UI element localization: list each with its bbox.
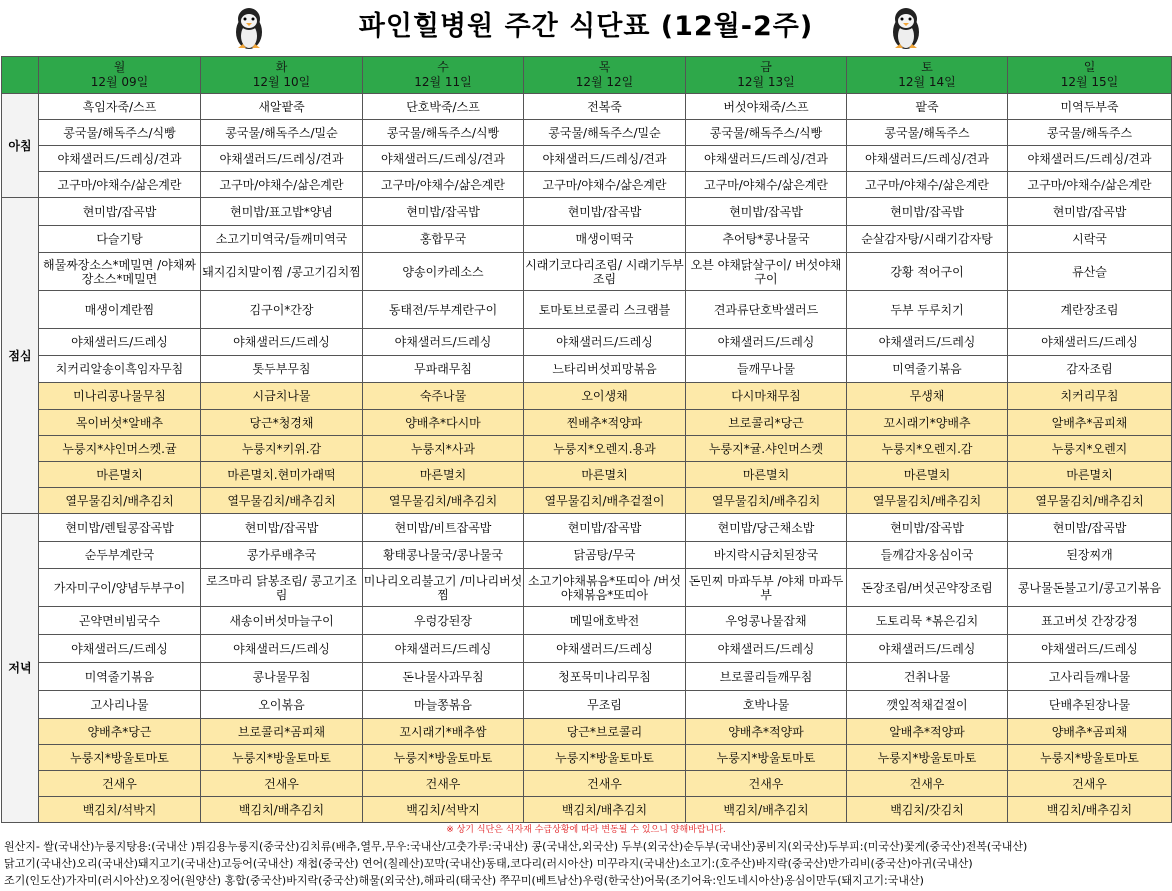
- menu-item: 마른멸치: [686, 462, 847, 488]
- day-header: [39, 57, 201, 94]
- menu-item: 누룽지*방울토마토: [363, 745, 524, 771]
- menu-item: 야채샐러드/드레싱: [524, 329, 686, 356]
- menu-item: 황태콩나물국/콩나물국: [363, 542, 524, 569]
- day-name: 금: [760, 60, 772, 74]
- menu-item: 야채샐러드/드레싱: [363, 329, 524, 356]
- menu-row: [2, 745, 1172, 771]
- menu-item: 양배추*적양파: [686, 719, 847, 745]
- menu-item: 야채샐러드/드레싱: [847, 635, 1008, 663]
- menu-item: 콩국물/해독주스/밀순: [201, 120, 363, 146]
- day-header: [363, 57, 524, 94]
- menu-item: 누룽지*방울토마토: [847, 745, 1008, 771]
- day-name: 수: [437, 60, 449, 74]
- menu-item: 새송이버섯마늘구이: [201, 607, 363, 635]
- menu-item: 야채샐러드/드레싱/견과: [39, 146, 201, 172]
- menu-item: 누룽지*귤.샤인머스켓: [686, 436, 847, 462]
- menu-item: 바지락시금치된장국: [686, 542, 847, 569]
- day-date: 12월 14일: [898, 75, 956, 89]
- menu-item: 깻잎적채겉절이: [847, 691, 1008, 719]
- menu-item: 호박나물: [686, 691, 847, 719]
- menu-item: 느타리버섯피망볶음: [524, 356, 686, 383]
- menu-item: 미역줄기볶음: [39, 663, 201, 691]
- menu-item: 청포묵미나리무침: [524, 663, 686, 691]
- notice-text: ※ 상기 식단은 식자재 수급상황에 따라 변동될 수 있으니 양해바랍니다.: [446, 825, 726, 835]
- penguin-icon: [885, 5, 927, 51]
- menu-item: 표고버섯 간장강정: [1008, 607, 1172, 635]
- menu-item: 열무물김치/배추김치: [201, 488, 363, 514]
- day-name: 목: [598, 60, 611, 74]
- menu-item: 오이볶음: [201, 691, 363, 719]
- menu-item: 매생이계란찜: [39, 291, 201, 329]
- menu-item: 양배추*당근: [39, 719, 201, 745]
- menu-item: 건취나물: [847, 663, 1008, 691]
- menu-item: 누룽지*오렌지.감: [847, 436, 1008, 462]
- menu-item: 소고기야채볶음*또띠아 /버섯야채볶음*또띠아: [524, 569, 686, 607]
- menu-item: 된장찌개: [1008, 542, 1172, 569]
- menu-item: 현미밥/잡곡밥: [201, 514, 363, 542]
- menu-item: 백김치/배추김치: [1008, 797, 1172, 823]
- menu-item: 고구마/야채수/삶은계란: [847, 172, 1008, 198]
- menu-item: 고구마/야채수/삶은계란: [363, 172, 524, 198]
- header-corner: [2, 57, 39, 94]
- day-date: 12월 13일: [737, 75, 795, 89]
- menu-row: [2, 291, 1172, 329]
- menu-item: 동태전/두부계란구이: [363, 291, 524, 329]
- menu-row: [2, 356, 1172, 383]
- menu-item: 시락국: [1008, 226, 1172, 253]
- menu-item: 콩국물/해독주스/식빵: [39, 120, 201, 146]
- menu-item: 야채샐러드/드레싱: [847, 329, 1008, 356]
- menu-item: 야채샐러드/드레싱: [201, 329, 363, 356]
- menu-item: 야채샐러드/드레싱/견과: [1008, 146, 1172, 172]
- menu-item: 마른멸치: [39, 462, 201, 488]
- menu-item: 건새우: [363, 771, 524, 797]
- menu-item: 야채샐러드/드레싱: [1008, 635, 1172, 663]
- menu-row: [2, 462, 1172, 488]
- menu-item: 누룽지*오렌지: [1008, 436, 1172, 462]
- day-header: [524, 57, 686, 94]
- menu-item: 현미밥/비트잡곡밥: [363, 514, 524, 542]
- menu-item: 돈나물사과무침: [363, 663, 524, 691]
- menu-item: 고구마/야채수/삶은계란: [201, 172, 363, 198]
- meal-label-lunch: 점심: [2, 198, 39, 514]
- menu-row: [2, 410, 1172, 436]
- meal-label-breakfast: 아침: [2, 94, 39, 198]
- menu-item: 미나리오리불고기 /미나리버섯찜: [363, 569, 524, 607]
- menu-item: 로즈마리 닭봉조림/ 콩고기조림: [201, 569, 363, 607]
- menu-item: 누룽지*샤인머스켓.귤: [39, 436, 201, 462]
- menu-item: 들깨감자옹심이국: [847, 542, 1008, 569]
- menu-item: 고사리나물: [39, 691, 201, 719]
- menu-item: 무생채: [847, 383, 1008, 410]
- day-name: 월: [113, 60, 126, 74]
- menu-item: 콩나물무침: [201, 663, 363, 691]
- day-date: 12월 11일: [414, 75, 472, 89]
- menu-item: 고구마/야채수/삶은계란: [1008, 172, 1172, 198]
- menu-item: 양배추*곰피채: [1008, 719, 1172, 745]
- menu-row: [2, 436, 1172, 462]
- menu-item: 야채샐러드/드레싱/견과: [201, 146, 363, 172]
- menu-item: 현미밥/잡곡밥: [1008, 514, 1172, 542]
- menu-item: 누룽지*방울토마토: [1008, 745, 1172, 771]
- origin-line: 닭고기(국내산)오리(국내산)돼지고기(국내산)고등어(국내산) 재첩(중국산) 연어(칠레산)꼬막(국내산)동태,코다리(러시아산) 미꾸라지(국내산)소고기:(호주산)바지락(중국산)반가리비(중국산)아귀(국내산): [4, 857, 973, 870]
- menu-item: 돈장조림/버섯곤약장조림: [847, 569, 1008, 607]
- page-title: 파인힐병원 주간 식단표 (12월-2주): [358, 11, 814, 42]
- menu-row: [2, 514, 1172, 542]
- menu-item: 메밀애호박전: [524, 607, 686, 635]
- menu-item: 누룽지*방울토마토: [686, 745, 847, 771]
- menu-item: 콩국물/해독주스: [847, 120, 1008, 146]
- menu-row: [2, 120, 1172, 146]
- day-name: 일: [1083, 60, 1096, 74]
- menu-item: 고구마/야채수/삶은계란: [524, 172, 686, 198]
- menu-item: 야채샐러드/드레싱: [363, 635, 524, 663]
- menu-item: 도토리묵 *볶은김치: [847, 607, 1008, 635]
- menu-item: 콩국물/해독주스/식빵: [363, 120, 524, 146]
- menu-item: 열무물김치/배추겉절이: [524, 488, 686, 514]
- menu-item: 들깨무나물: [686, 356, 847, 383]
- menu-item: 백김치/갓김치: [847, 797, 1008, 823]
- menu-item: 목이버섯*알배추: [39, 410, 201, 436]
- menu-item: 누룽지*방울토마토: [39, 745, 201, 771]
- menu-item: 오이생채: [524, 383, 686, 410]
- menu-item: 류산슬: [1008, 253, 1172, 291]
- menu-row: [2, 569, 1172, 607]
- menu-item: 열무물김치/배추김치: [39, 488, 201, 514]
- menu-item: 브로콜리*당근: [686, 410, 847, 436]
- menu-item: 건새우: [201, 771, 363, 797]
- menu-item: 흑임자죽/스프: [39, 94, 201, 120]
- menu-item: 톳두부무침: [201, 356, 363, 383]
- menu-item: 누룽지*사과: [363, 436, 524, 462]
- menu-item: 치커리무침: [1008, 383, 1172, 410]
- menu-row: [2, 635, 1172, 663]
- menu-item: 콩국물/해독주스/밀순: [524, 120, 686, 146]
- menu-item: 마른멸치: [363, 462, 524, 488]
- menu-item: 야채샐러드/드레싱: [39, 635, 201, 663]
- menu-item: 현미밥/표고밥*양념: [201, 198, 363, 226]
- menu-item: 열무물김치/배추김치: [847, 488, 1008, 514]
- menu-row: [2, 226, 1172, 253]
- menu-item: 마늘쫑볶음: [363, 691, 524, 719]
- menu-item: 새알팥죽: [201, 94, 363, 120]
- day-header: [201, 57, 363, 94]
- menu-item: 고구마/야채수/삶은계란: [39, 172, 201, 198]
- menu-item: 순살감자탕/시래기감자탕: [847, 226, 1008, 253]
- menu-item: 시금치나물: [201, 383, 363, 410]
- menu-item: 단배추된장나물: [1008, 691, 1172, 719]
- menu-item: 알배추*적양파: [847, 719, 1008, 745]
- menu-item: 당근*브로콜리: [524, 719, 686, 745]
- menu-item: 콩가루배추국: [201, 542, 363, 569]
- menu-item: 누룽지*키위.감: [201, 436, 363, 462]
- menu-item: 김구이*간장: [201, 291, 363, 329]
- menu-item: 두부 두루치기: [847, 291, 1008, 329]
- menu-item: 백김치/석박지: [363, 797, 524, 823]
- menu-item: 백김치/배추김치: [201, 797, 363, 823]
- menu-item: 미나리콩나물무침: [39, 383, 201, 410]
- menu-row: [2, 691, 1172, 719]
- origin-line: 조기(인도산)가자미(러시아산)오징어(원양산) 홍합(중국산)바지락(중국산)해물(외국산),해파리(태국산) 쭈꾸미(베트남산)우렁(한국산)어묵(조기어육:인도네시아산)옹심이만두(돼지고기:국내산): [4, 874, 924, 887]
- menu-item: 오븐 야채닭살구이/ 버섯야채구이: [686, 253, 847, 291]
- menu-row: [2, 172, 1172, 198]
- menu-item: 마른멸치.현미가래떡: [201, 462, 363, 488]
- menu-item: 콩국물/해독주스: [1008, 120, 1172, 146]
- menu-item: 현미밥/잡곡밥: [524, 198, 686, 226]
- menu-item: 야채샐러드/드레싱: [686, 635, 847, 663]
- menu-item: 양배추*다시마: [363, 410, 524, 436]
- menu-item: 백김치/석박지: [39, 797, 201, 823]
- menu-item: 열무물김치/배추김치: [363, 488, 524, 514]
- menu-item: 돼지김치말이찜 /콩고기김치찜: [201, 253, 363, 291]
- menu-row: [2, 146, 1172, 172]
- menu-item: 현미밥/잡곡밥: [363, 198, 524, 226]
- meal-label-dinner: 저녁: [2, 514, 39, 823]
- menu-item: 현미밥/잡곡밥: [847, 198, 1008, 226]
- menu-item: 콩국물/해독주스/식빵: [686, 120, 847, 146]
- menu-item: 토마토브로콜리 스크램블: [524, 291, 686, 329]
- menu-item: 콩나물돈불고기/콩고기볶음: [1008, 569, 1172, 607]
- day-date: 12월 10일: [252, 75, 311, 89]
- menu-item: 현미밥/잡곡밥: [524, 514, 686, 542]
- menu-item: 현미밥/잡곡밥: [1008, 198, 1172, 226]
- menu-item: 가자미구이/양념두부구이: [39, 569, 201, 607]
- menu-item: 야채샐러드/드레싱/견과: [363, 146, 524, 172]
- menu-item: 건새우: [39, 771, 201, 797]
- day-date: 12월 15일: [1060, 75, 1119, 89]
- menu-item: 미역두부죽: [1008, 94, 1172, 120]
- menu-item: 견과류단호박샐러드: [686, 291, 847, 329]
- menu-row: [2, 771, 1172, 797]
- menu-item: 건새우: [847, 771, 1008, 797]
- menu-item: 돈민찌 마파두부 /야채 마파두부: [686, 569, 847, 607]
- menu-item: 알배추*곰피채: [1008, 410, 1172, 436]
- menu-row: [2, 797, 1172, 823]
- menu-item: 버섯야채죽/스프: [686, 94, 847, 120]
- menu-item: 꼬시래기*양배추: [847, 410, 1008, 436]
- menu-row: [2, 488, 1172, 514]
- menu-item: 브로콜리*곰피채: [201, 719, 363, 745]
- menu-item: 고사리들깨나물: [1008, 663, 1172, 691]
- menu-item: 브로콜리들깨무침: [686, 663, 847, 691]
- menu-item: 마른멸치: [524, 462, 686, 488]
- menu-row: [2, 383, 1172, 410]
- day-name: 화: [275, 60, 288, 74]
- day-date: 12월 12일: [575, 75, 634, 89]
- menu-item: 단호박죽/스프: [363, 94, 524, 120]
- menu-item: 꼬시래기*배추쌈: [363, 719, 524, 745]
- menu-item: 현미밥/렌틸콩잡곡밥: [39, 514, 201, 542]
- menu-item: 순두부계란국: [39, 542, 201, 569]
- menu-item: 팥죽: [847, 94, 1008, 120]
- menu-row: [2, 198, 1172, 226]
- menu-item: 숙주나물: [363, 383, 524, 410]
- menu-item: 양송이카레소스: [363, 253, 524, 291]
- menu-item: 감자조림: [1008, 356, 1172, 383]
- menu-item: 야채샐러드/드레싱: [39, 329, 201, 356]
- menu-item: 전복죽: [524, 94, 686, 120]
- menu-item: 열무물김치/배추김치: [1008, 488, 1172, 514]
- menu-item: 누룽지*방울토마토: [524, 745, 686, 771]
- menu-item: 현미밥/잡곡밥: [686, 198, 847, 226]
- day-header: [686, 57, 847, 94]
- menu-item: 열무물김치/배추김치: [686, 488, 847, 514]
- menu-item: 다시마채무침: [686, 383, 847, 410]
- menu-row: [2, 94, 1172, 120]
- origin-line: 원산지- 쌀(국내산)누룽지탕용:(국내산 )튀김용누룽지(중국산)김치류(배추,열무,무우:국내산/고춧가루:국내산) 콩(국내산,외국산) 두부(외국산)순두부(국내산)콩비지(외국산)두부피:(미국산)꽃게(중국산)전복(국내산): [4, 840, 1028, 853]
- menu-row: [2, 663, 1172, 691]
- menu-item: 건새우: [686, 771, 847, 797]
- menu-item: 미역줄기볶음: [847, 356, 1008, 383]
- menu-item: 누룽지*오렌지.용과: [524, 436, 686, 462]
- menu-row: [2, 719, 1172, 745]
- menu-item: 현미밥/당근채소밥: [686, 514, 847, 542]
- menu-item: 곤약면비빔국수: [39, 607, 201, 635]
- menu-row: [2, 329, 1172, 356]
- menu-item: 백김치/배추김치: [524, 797, 686, 823]
- day-date: 12월 09일: [90, 75, 149, 89]
- menu-item: 강황 적어구이: [847, 253, 1008, 291]
- menu-item: 야채샐러드/드레싱: [1008, 329, 1172, 356]
- menu-item: 무조림: [524, 691, 686, 719]
- menu-item: 시래기코다리조림/ 시래기두부조림: [524, 253, 686, 291]
- menu-item: 계란장조림: [1008, 291, 1172, 329]
- menu-item: 닭곰탕/무국: [524, 542, 686, 569]
- menu-item: 우렁강된장: [363, 607, 524, 635]
- menu-item: 누룽지*방울토마토: [201, 745, 363, 771]
- menu-item: 야채샐러드/드레싱: [524, 635, 686, 663]
- menu-item: 추어탕*콩나물국: [686, 226, 847, 253]
- header-row: [2, 57, 1172, 94]
- menu-item: 현미밥/잡곡밥: [847, 514, 1008, 542]
- menu-item: 야채샐러드/드레싱: [686, 329, 847, 356]
- menu-item: 현미밥/잡곡밥: [39, 198, 201, 226]
- menu-row: [2, 253, 1172, 291]
- menu-item: 홍합무국: [363, 226, 524, 253]
- menu-item: 백김치/배추김치: [686, 797, 847, 823]
- menu-row: [2, 542, 1172, 569]
- menu-item: 야채샐러드/드레싱/견과: [686, 146, 847, 172]
- menu-item: 찐배추*적양파: [524, 410, 686, 436]
- menu-item: 소고기미역국/들깨미역국: [201, 226, 363, 253]
- menu-item: 건새우: [1008, 771, 1172, 797]
- title-bar: [0, 0, 1172, 56]
- menu-item: 다슬기탕: [39, 226, 201, 253]
- menu-item: 야채샐러드/드레싱/견과: [847, 146, 1008, 172]
- menu-item: 당근*청경채: [201, 410, 363, 436]
- menu-item: 해물짜장소스*메밀면 /야채짜장소스*메밀면: [39, 253, 201, 291]
- menu-item: 야채샐러드/드레싱: [201, 635, 363, 663]
- day-name: 토: [921, 60, 933, 74]
- weekly-menu-table: [1, 56, 1172, 823]
- menu-item: 마른멸치: [1008, 462, 1172, 488]
- menu-row: [2, 607, 1172, 635]
- menu-item: 마른멸치: [847, 462, 1008, 488]
- day-header: [847, 57, 1008, 94]
- menu-item: 우엉콩나물잡채: [686, 607, 847, 635]
- menu-item: 매생이떡국: [524, 226, 686, 253]
- menu-item: 건새우: [524, 771, 686, 797]
- menu-item: 치커리알송이흑임자무침: [39, 356, 201, 383]
- menu-item: 야채샐러드/드레싱/견과: [524, 146, 686, 172]
- menu-item: 고구마/야채수/삶은계란: [686, 172, 847, 198]
- day-header: [1008, 57, 1172, 94]
- menu-item: 무파래무침: [363, 356, 524, 383]
